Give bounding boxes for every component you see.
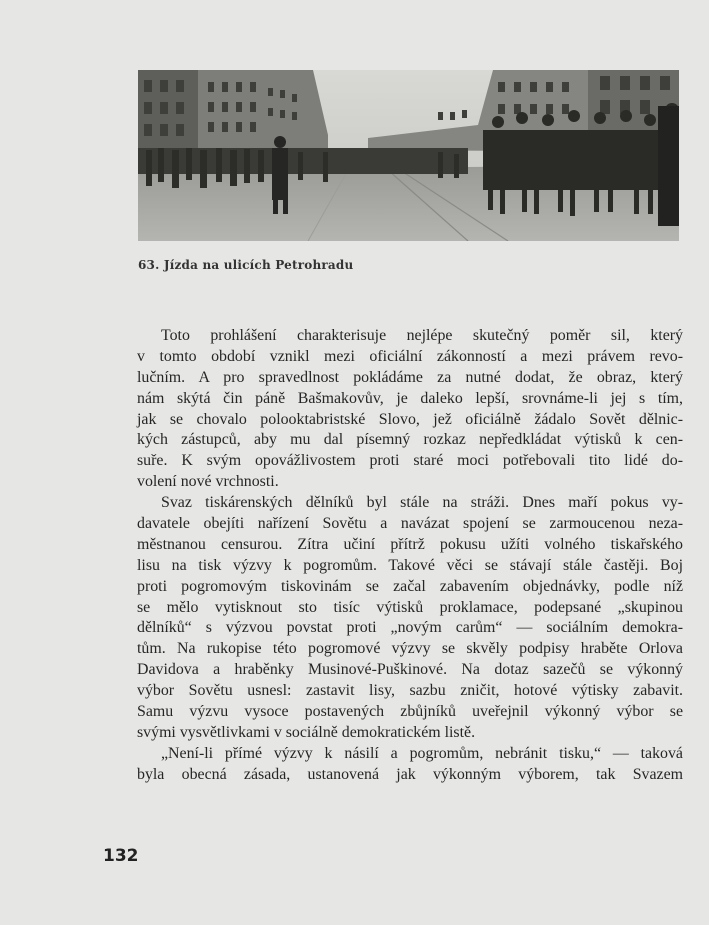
text-line: proti pogromovým tiskovinám se začal zabavením objednávky, podle níž [137,577,683,595]
paragraph-1 [137,326,683,493]
body-text [137,326,683,786]
figure-caption: 63. Jízda na ulicích Petrohradu [138,258,354,272]
text-line: Davidova a hraběnky Musinové-Puškinové. Na dotaz sazečů se výkonný [137,661,683,679]
photo-cavalry-street [138,70,679,241]
text-line: v tomto období vznikl mezi oficiální zákonností a mezi právem revo- [137,347,683,365]
text-line: Toto prohlášení charakterisuje nejlépe skutečný poměr sil, který [161,327,683,344]
text-line: volení nové vrchnosti. [137,473,279,491]
text-line: tům. Na rukopise této pogromové výzvy se skvěly podpisy hraběte Orlova [137,640,683,658]
text-line: suře. K svým opovážlivostem proti staré moci potřebovali tito lidé do- [137,452,683,470]
text-line: Svaz tiskárenských dělníků byl stále na stráži. Dnes maří pokus vy- [161,494,683,512]
text-line: nám skýtá čin páně Bašmakovův, je daleko lepší, srovnáme-li jej s tím, [137,389,683,407]
text-line: se mělo vytisknout sto tisíc výtisků proklamace, podepsané „skupinou [137,598,683,616]
paragraph-2 [137,493,683,744]
text-line: „Není-li přímé výzvy k násilí a pogromům, nebránit tisku,“ — taková [161,744,683,762]
text-line: dělníků“ s výzvou povstat proti „novým carům“ — sociálním demokra- [137,619,683,637]
text-line: lučním. A pro spravedlnost pokládáme za nutné dodat, že obraz, který [137,368,683,386]
page-number: 132 [103,846,139,866]
text-line: Samu výzvu vysoce postavených zbůjníků uveřejnil výkonný výbor se [137,703,683,721]
text-line: městnanou censurou. Zítra učiní přítrž pokusu užíti volného tiskařského [137,535,683,553]
paragraph-3 [137,744,683,786]
text-line: svými vysvětlivkami v sociálně demokratickém listě. [137,723,476,741]
text-line: byla obecná zásada, ustanovená jak výkonným výborem, tak Svazem [137,765,683,783]
text-line: jak se chovalo polooktabristské Slovo, jež oficiálně žádalo Sovět dělnic- [137,410,683,428]
street-photo-image [138,70,679,241]
text-line: kých zástupců, aby mu dal písemný rozkaz nepředkládat výtisků k cen- [137,431,683,449]
text-line: davatele obejíti nařízení Sovětu a navázat spojení se zarmoucenou neza- [137,515,683,533]
text-line: lisu na tisk výzvy k pogromům. Takové věci se stávají stále častěji. Boj [137,556,683,574]
text-line: výbor Sovětu usnesl: zastavit lisy, sazbu zničit, hotové výtisky zabavit. [137,682,683,700]
